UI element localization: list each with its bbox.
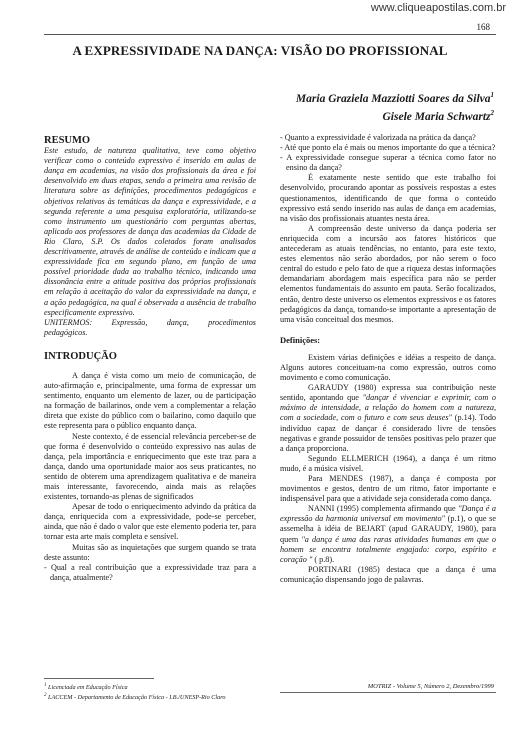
question-list-right	[280, 133, 496, 173]
right-column	[280, 133, 496, 585]
question-list-left	[44, 563, 256, 583]
footnote-rule	[44, 678, 154, 679]
journal-citation: MOTRIZ - Volume 5, Número 2, Dezembro/1999	[367, 683, 494, 690]
page-number: 168	[476, 22, 490, 32]
introducao-heading: INTRODUÇÃO	[44, 350, 117, 362]
unitermos: UNITERMOS: Expressão, dança, procedimentos	[44, 317, 256, 327]
definicoes-heading: Definições:	[280, 334, 321, 345]
question-2: - Quanto a expressividade é valorizada na prática da dança?	[280, 133, 476, 142]
footnote-2: $^2$ LACCEM - Departamento de Educação Física - I.B./UNESP-Rio Claro	[44, 693, 226, 702]
footer-rule	[280, 692, 496, 693]
question-3: - Até que ponto ela é mais ou menos importante do que a técnica?	[280, 143, 496, 153]
definition-1: Existem várias definições e idéias a respeito de dança. Alguns autores conceituam-na como expressão, outros como movimento e como comunicação.	[280, 352, 496, 383]
intro-paragraph-2: Neste contexto, é de essencial relevância perceber-se de que forma é desenvolvido o conteúdo expressivo nas aulas de dança, pela importância e enriquecimento que este traz para a dança, dando uma oportunidade maior aos seus praticantes, no sentido de obterem uma aprendizagem qualitativa e de maneira mais interessante, favorecendo, ainda mais as relações existentes, tornando-as plenas de significados	[44, 431, 256, 502]
unitermos-end: pedagógicos.	[44, 327, 88, 337]
nanni-quote: "Dança é a expressão da harmonia universal em movimento"	[280, 504, 496, 524]
source-url: www.cliqueapostilas.com.br	[370, 2, 506, 14]
intro-paragraph-1: A dança é vista como um meio de comunicação, de auto-afirmação e, principalmente, uma forma de expressar um sentimento, enquanto um elemento de lazer, ou de participação na formação de bailarinos, onde vem a complementar a relação direta que existe do público com o bailarino, como daquilo que este representa para o público enquanto dança.	[44, 370, 256, 431]
footnotes	[44, 682, 226, 702]
header-rule	[44, 34, 496, 35]
resumo-heading: RESUMO	[44, 135, 91, 146]
right-paragraph-1: É exatamente neste sentido que este trabalho foi desenvolvido, procurando apontar as possíveis respostas a estes questionamentos, identificando de que forma o conteúdo expressivo está sendo inserido nas aulas de dança em academias, na visão dos profissionais atuantes nesta área.	[280, 173, 496, 223]
definition-6: PORTINARI (1985) destaca que a dança é uma comunicação dispensando jogo de palavras.	[280, 564, 496, 584]
intro-paragraph-3: Apesar de todo o enriquecimento advindo da prática da dança, enriquecida com a expressividade, pode-se perceber, ainda, que não é dado o valor que este elemento poderia ter, para tornar esta arte mais completa e sensível.	[44, 502, 256, 542]
definition-3: Segundo ELLMERICH (1964), a dança é um ritmo mudo, é a música visível.	[280, 453, 496, 473]
authors	[296, 88, 494, 124]
resumo-text: Este estudo, de natureza qualitativa, teve como objetivo verificar como o conteúdo expressivo é inserido em aulas de dança em academias, na visão dos profissionais da área e foi desenvolvido em duas etapas, sendo a primeira uma revisão de literatura sobre as definições, procedimentos pedagógicos e objetivos relativos às temáticas da dança e expressividade, e a segunda referente a uma pesquisa exploratória, utilizando-se como instrumento um questionário com perguntas abertas, aplicado aos professores de dança das academias da Cidade de Rio Claro, S.P. Os dados coletados foram analisados descritivamente, através de análise de conteúdo e indicam que a expressividade fica em segundo plano, em função de uma possível prioridade dada ao trabalho técnico, indicando uma dissonância entre a atitude positiva dos próprios profissionais em relação à aceitação do valor da expressividade na dança, e a ação pedagógica, na qual é observada a ausência de trabalho especificamente expressivo.	[44, 146, 256, 317]
right-paragraph-2: A compreensão deste universo da dança poderia ser enriquecida com a incursão aos fatores históricos que antecederam as atuais tendências, no entanto, para este texto, estes elementos não serão abordados, por não serem o foco central do estudo e pelo fato de que a riqueza destas informações demandariam abordagem mais específica para não se perder elementos fundamentais do assunto em pauta. Serão focalizados, então, dentro deste universo os elementos expressivos e os fatores pedagógicos da dança, tornando-se importante a apresentação de uma visão conceitual dos mesmos.	[280, 223, 497, 324]
question-1: - Qual a real contribuição que a expressividade traz para a dança, atualmente?	[44, 562, 256, 582]
author-2: Gisele Maria Schwartz$^2$	[382, 108, 494, 123]
garaudy-quote: "dançar é vivenciar e exprimir, com o máximo de intensidade, a relação do homem com a natureza, com a sociedade, com o futuro e com seus deuses"	[280, 393, 496, 423]
bejart-quote: "a dança é uma das raras atividades humanas em que o homem se encontra totalmente engajado: corpo, espírito e coração "	[280, 534, 496, 564]
definition-5: NANNI (1995) complementa afirmando que "Dança é a expressão da harmonia universal em movimento" (p.1), o que se assemelha à idéia de BEJART (apud GARAUDY, 1980), para quem "a dança é uma das raras atividades humanas em que o homem se encontra totalmente engajado: corpo, espírito e coração " ( p.8).	[280, 504, 496, 564]
footnote-1: $^1$ Licenciada em Educação Física	[44, 683, 128, 692]
left-column	[44, 136, 256, 583]
paper-title: A EXPRESSIVIDADE NA DANÇA: VISÃO DO PROFISSIONAL	[72, 43, 448, 58]
intro-paragraph-4: Muitas são as inquietações que surgem quando se trata deste assunto:	[44, 542, 256, 562]
definition-4: Para MENDES (1987), a dança é composta por movimentos e gestos, dentro de um ritmo, fator importante e indispensável para que a atividade seja considerada como dança.	[280, 474, 496, 504]
question-4: - A expressividade consegue superar a técnica como fator no ensino da dança?	[280, 153, 496, 173]
author-1: Maria Graziela Mazziotti Soares da Silva$^1$	[295, 91, 494, 105]
definition-2: GARAUDY (1980) expressa sua contribuição neste sentido, apontando que "dançar é vivenciar e exprimir, com o máximo de intensidade, a relação do homem com a natureza, com a sociedade, com o futuro e com seus deuses" (p.14). Todo indivíduo capaz de dançar é considerado livre de tensões negativas e grande possuidor de tensões positivas pelo prazer que a dança proporciona.	[280, 383, 497, 453]
